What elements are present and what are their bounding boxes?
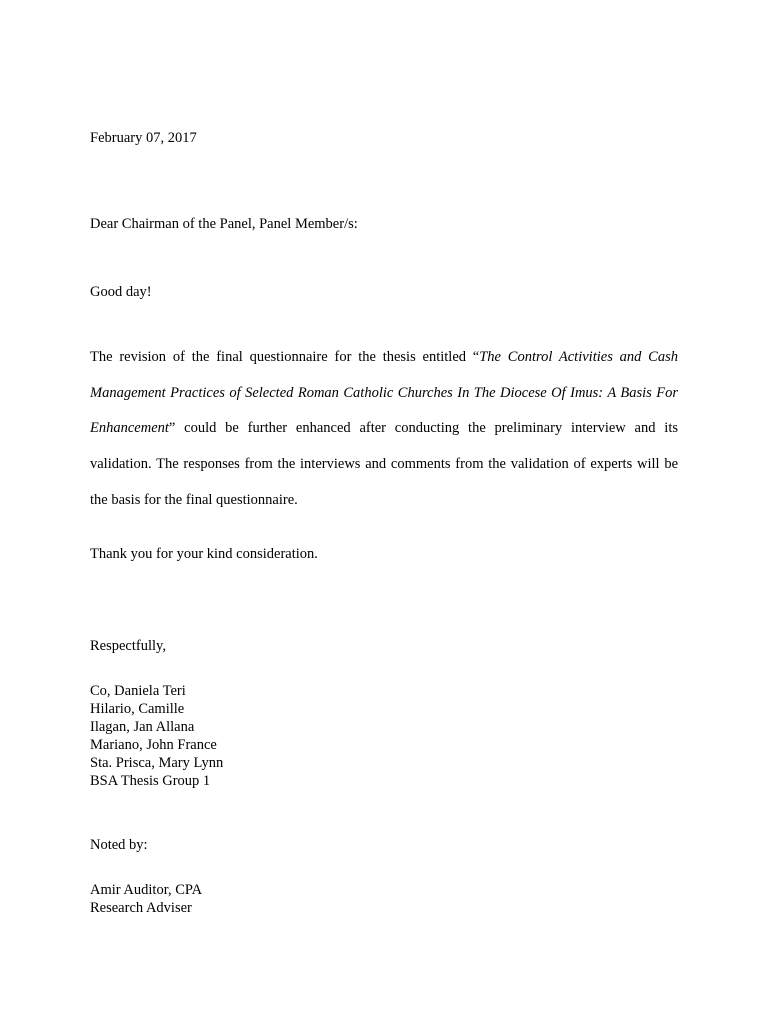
letter-date: February 07, 2017 [90, 130, 197, 146]
signatory-name: Hilario, Camille [90, 701, 185, 717]
signatory-name: Mariano, John France [90, 737, 217, 753]
adviser-name: Amir Auditor, CPA [90, 882, 203, 898]
body-paragraph [90, 340, 678, 519]
body-rest: ” could be further enhanced after conducting the preliminary interview and its validation. The responses from the interviews and comments from the validation of experts will be the basis for the final questionnaire. [90, 420, 678, 508]
thanks-line: Thank you for your kind consideration. [90, 546, 318, 562]
thesis-title: The Control Activities and Cash Management Practices of Selected Roman Catholic Churches In The Diocese Of Imus: A Basis For Enhancement [90, 349, 678, 437]
salutation: Dear Chairman of the Panel, Panel Member/s: [90, 216, 358, 232]
signatory-name: Co, Daniela Teri [90, 683, 186, 699]
signatory-name: Ilagan, Jan Allana [90, 719, 195, 735]
body-intro: The revision of the final questionnaire for the thesis entitled “ [90, 349, 480, 365]
closing: Respectfully, [90, 638, 166, 654]
noted-by-label: Noted by: [90, 837, 148, 853]
adviser-block [90, 881, 678, 917]
greeting: Good day! [90, 284, 152, 300]
signatory-name: Sta. Prisca, Mary Lynn [90, 755, 224, 771]
adviser-role: Research Adviser [90, 900, 192, 916]
signatories [90, 682, 678, 790]
group-name: BSA Thesis Group 1 [90, 773, 211, 789]
